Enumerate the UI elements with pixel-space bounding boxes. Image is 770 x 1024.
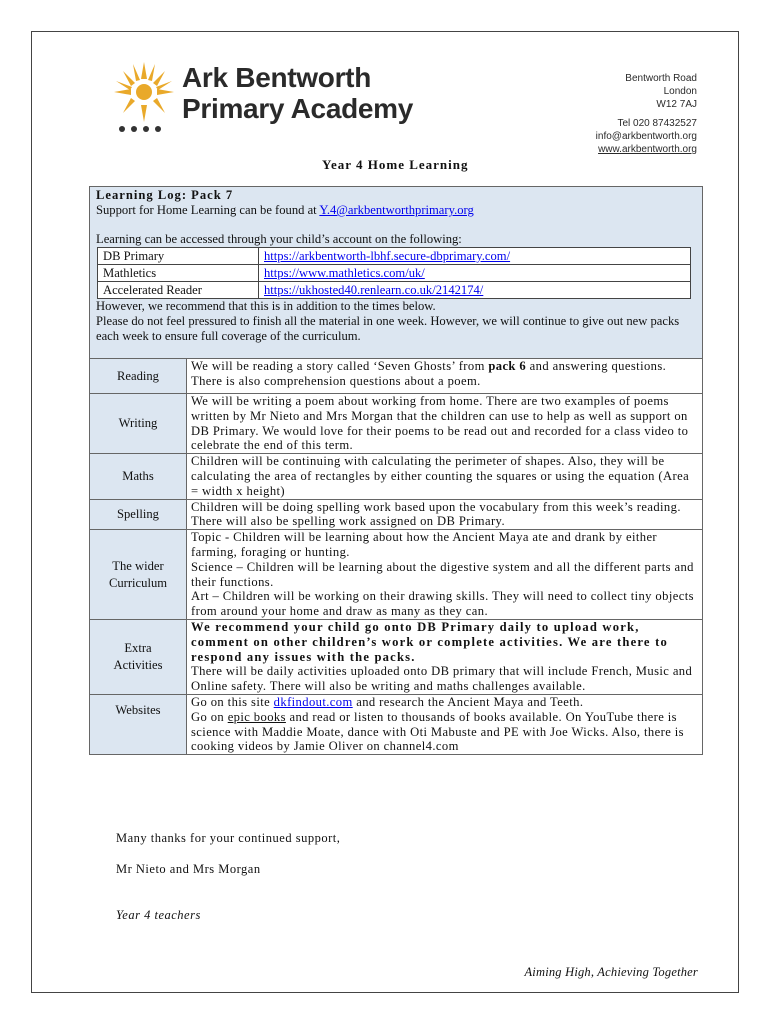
- address-line-1: Bentworth Road: [625, 73, 697, 84]
- subject-label: Maths: [90, 454, 187, 499]
- platform-row: [98, 248, 691, 265]
- school-website-link[interactable]: www.arkbentworth.org: [598, 144, 697, 155]
- platform-link-accelerated-reader[interactable]: https://ukhosted40.renlearn.co.uk/2142174/: [264, 283, 484, 297]
- address-line-3: W12 7AJ: [656, 99, 697, 110]
- platform-row: [98, 265, 691, 282]
- websites-text: Go on this site: [191, 694, 274, 709]
- websites-text: and read or listen to thousands of books available. On YouTube there is science with Maddie Moate, dance with Oti Mabuste and PE with Joe Wicks. Also, there is cooking videos by Jamie Oliver on channel4.com: [191, 709, 684, 754]
- subject-content: Children will be continuing with calculating the perimeter of shapes. Also, they will be calculating the area of rectangles by either counting the squares or using the equation (Area = width x height): [187, 454, 703, 499]
- subject-label-line-1: The wider: [112, 558, 164, 573]
- platform-url-cell: [259, 282, 691, 299]
- subject-label: Spelling: [90, 499, 187, 530]
- subject-content: [187, 619, 703, 694]
- websites-line-1: [191, 695, 698, 710]
- platform-name: DB Primary: [98, 248, 259, 265]
- address-line-2: London: [663, 86, 697, 97]
- learning-log-table: [89, 186, 703, 755]
- school-name-line2: Primary Academy: [182, 93, 414, 124]
- platform-link-dbprimary[interactable]: https://arkbentworth-lbhf.secure-dbprimary.com/: [264, 249, 511, 263]
- school-telephone: Tel 020 87432527: [617, 118, 697, 129]
- reading-text: We will be reading a story called ‘Seven Ghosts’ from: [191, 359, 489, 373]
- log-header-row: [90, 187, 703, 359]
- extra-recommendation: We recommend your child go onto DB Primary daily to upload work, comment on other children’s work or complete activities. We are there to respond any issues with the packs.: [191, 619, 668, 664]
- signoff-role: Year 4 teachers: [116, 908, 201, 922]
- art-text: Art – Children will be working on their drawing skills. They will need to collect tiny objects from around your home and draw as many as they can.: [191, 589, 694, 619]
- subject-label: [90, 619, 187, 694]
- websites-text: and research the Ancient Maya and Teeth.: [352, 694, 584, 709]
- subject-row-spelling: [90, 499, 703, 530]
- topic-text: Topic - Children will be learning about how the Ancient Maya ate and drank by either farming, foraging or hunting.: [191, 530, 658, 559]
- log-header-cell: [90, 187, 703, 359]
- subject-label: Writing: [90, 394, 187, 454]
- log-title: Learning Log: Pack 7: [96, 188, 234, 202]
- platform-row: [98, 282, 691, 299]
- subject-row-maths: [90, 454, 703, 499]
- support-text: Support for Home Learning can be found at: [96, 203, 320, 217]
- document-title: Year 4 Home Learning: [322, 157, 469, 172]
- note-recommend: However, we recommend that this is in addition to the times below.: [96, 299, 436, 313]
- school-name-line1: Ark Bentworth: [182, 62, 371, 93]
- spelling-line-1: Children will be doing spelling work based upon the vocabulary from this week’s reading.: [191, 499, 681, 514]
- subject-label: Reading: [90, 359, 187, 394]
- subject-row-writing: [90, 394, 703, 454]
- platform-name: Accelerated Reader: [98, 282, 259, 299]
- access-intro: Learning can be accessed through your child’s account on the following:: [96, 232, 462, 246]
- platform-name: Mathletics: [98, 265, 259, 282]
- subject-row-extra-activities: [90, 619, 703, 694]
- subject-content: [187, 499, 703, 530]
- thanks-line: Many thanks for your continued support,: [116, 831, 341, 845]
- support-line: [96, 203, 696, 218]
- subject-label-line-2: Activities: [113, 657, 163, 672]
- school-logo: [113, 59, 423, 139]
- platform-link-mathletics[interactable]: https://www.mathletics.com/uk/: [264, 266, 425, 280]
- subject-row-reading: [90, 359, 703, 394]
- subject-content: [187, 694, 703, 754]
- subject-content: [187, 530, 703, 620]
- science-text: Science – Children will be learning about the digestive system and all the different parts and their functions.: [191, 559, 694, 589]
- subject-label: [90, 530, 187, 620]
- epic-books-link[interactable]: epic books: [227, 709, 286, 724]
- reading-text-end: and answering questions. There is also comprehension questions about a poem.: [191, 359, 667, 388]
- platforms-table: [97, 247, 691, 299]
- subject-row-wider-curriculum: [90, 530, 703, 620]
- school-email: info@arkbentworth.org: [595, 131, 697, 142]
- subject-label-line-1: Extra: [124, 640, 152, 655]
- websites-text: Go on: [191, 709, 228, 724]
- subject-content: [187, 359, 703, 394]
- reading-text-bold: pack 6: [488, 359, 527, 373]
- extra-text: There will be daily activities uploaded onto DB primary that will include French, Music and Online safety. There will also be writing and maths challenges available.: [191, 664, 693, 694]
- support-email-link[interactable]: Y.4@arkbentworthprimary.org: [319, 203, 474, 217]
- school-motto: Aiming High, Achieving Together: [524, 965, 698, 979]
- school-contact: [596, 72, 697, 156]
- subject-label-line-2: Curriculum: [108, 575, 168, 590]
- subject-label: Websites: [90, 694, 187, 754]
- subject-content: We will be writing a poem about working from home. There are two examples of poems written by Mr Nieto and Mrs Morgan that the children can use to help as well as support on DB Primary. We would love for their poems to be read out and recorded for a class video to celebrate the end of this term.: [187, 394, 703, 454]
- dkfindout-link[interactable]: dkfindout.com: [273, 694, 353, 709]
- websites-line-2: [191, 710, 698, 754]
- signoff-names: Mr Nieto and Mrs Morgan: [116, 862, 261, 876]
- platform-url-cell: [259, 248, 691, 265]
- subject-row-websites: [90, 694, 703, 754]
- note-pressure: Please do not feel pressured to finish all the material in one week. However, we will continue to give out new packs each week to ensure full coverage of the curriculum.: [96, 314, 680, 343]
- school-name: [182, 62, 413, 124]
- platform-url-cell: [259, 265, 691, 282]
- spelling-line-2: There will also be spelling work assigned on DB Primary.: [191, 514, 505, 529]
- sun-logo-icon: [113, 59, 175, 135]
